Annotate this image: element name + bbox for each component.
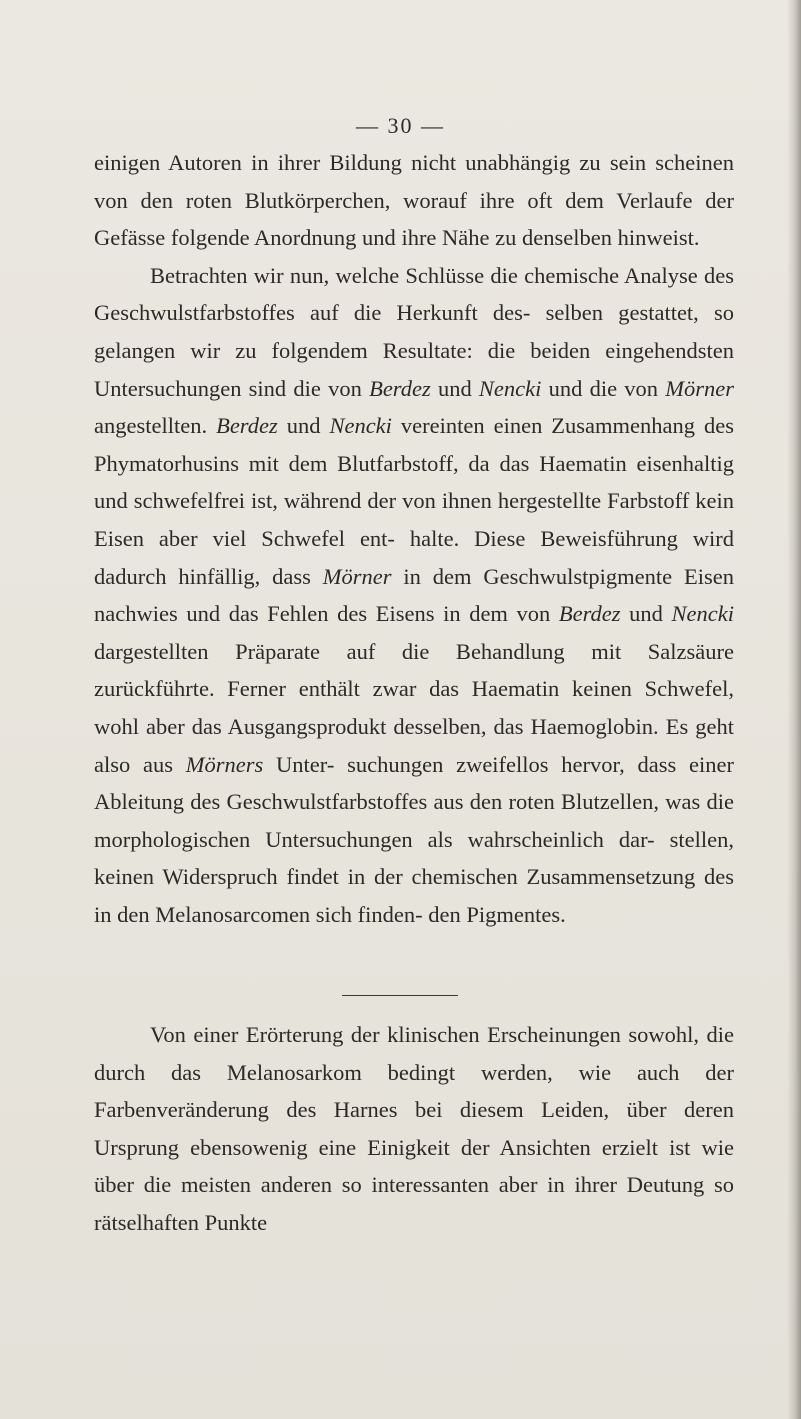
author-name: Berdez (558, 601, 621, 627)
author-name: Mörner (665, 375, 734, 401)
paragraph-2 (94, 257, 734, 934)
text-fragment: in dem Geschwulstpigmente Eisen nachwies und (94, 563, 734, 627)
line: selben gestattet, so gelangen wir zu folgendem Resultate: (94, 300, 734, 363)
text-fragment: und die von (548, 375, 659, 401)
word: und (286, 413, 321, 439)
paragraph-1 (94, 144, 734, 257)
line: der Ansichten erzielt ist wie über die meisten anderen (94, 1134, 735, 1198)
text-fragment: das Fehlen des Eisens in dem von (228, 601, 551, 627)
line: dargestellten Präparate auf die Behandlung mit Salzsäure (94, 638, 734, 664)
line: die beiden eingehendsten Untersuchungen sind die von (94, 337, 735, 401)
line: Leiden, über deren Ursprung ebensowenig eine Einigkeit (94, 1097, 735, 1160)
line: oft dem Verlaufe der Gefässe folgende Anordnung und (94, 187, 735, 251)
author-name: Nencki (671, 601, 734, 627)
author-name: Berdez (369, 375, 431, 401)
line: Geschwulstfarbstoffes aus den roten Blutzellen, was die (226, 789, 735, 815)
main-text-block (94, 144, 734, 933)
line: morphologischen Untersuchungen als wahrscheinlich dar- (94, 826, 655, 852)
page-edge-shadow (787, 0, 801, 1419)
line: einigen Autoren in ihrer Bildung nicht unabhängig zu (94, 150, 601, 175)
line: ihre Nähe zu denselben hinweist. (401, 225, 700, 251)
second-text-block (94, 1016, 734, 1242)
author-name: Mörner (322, 563, 392, 589)
line: eisenhaltig und schwefelfrei ist, während der von ihnen (94, 450, 735, 514)
section-divider (342, 995, 458, 996)
author-name: Nencki (329, 413, 392, 439)
text-fragment: angestellten. (94, 413, 208, 439)
page-number: — 30 — (356, 113, 445, 138)
author-name: Berdez (216, 413, 278, 439)
word: und (437, 375, 472, 401)
text-fragment: das Haemoglobin. Es geht also aus (94, 713, 734, 777)
text-fragment: vereinten einen Zusammenhang des (400, 413, 734, 439)
line: so interessanten aber in ihrer Deutung so rätselhaften Punkte (94, 1172, 735, 1235)
line: Phymatorhusins mit dem Blutfarbstoff, da das Haematin (94, 450, 627, 476)
line: Analyse des Geschwulstfarbstoffes auf die Herkunft des- (94, 262, 734, 326)
word: und (629, 601, 663, 627)
line: Zusammensetzung des in den Melanosarcomen sich finden- (94, 864, 735, 927)
text-fragment: Unter- (276, 751, 335, 777)
paragraph-3 (94, 1016, 734, 1242)
line: den Pigmentes. (428, 901, 566, 927)
author-name: Mörners (185, 751, 264, 777)
line: Betrachten wir nun, welche Schlüsse die chemische (150, 262, 620, 288)
author-name: Nencki (478, 375, 542, 401)
line: stellen, keinen Widerspruch findet in der chemischen (94, 826, 734, 890)
line: suchungen zweifellos hervor, dass einer Ableitung des (94, 751, 735, 815)
line: hergestellte Farbstoff kein Eisen aber viel Schwefel ent- (94, 488, 734, 551)
line: zurückführte. Ferner enthält zwar das Haematin keinen (94, 676, 632, 702)
line: sowohl, die durch das Melanosarkom bedingt werden, (94, 1022, 735, 1085)
line: sein scheinen von den roten Blutkörperchen, worauf ihre (94, 150, 735, 213)
line: Schwefel, wohl aber das Ausgangsprodukt desselben, (94, 676, 734, 739)
line: wie auch der Farbenveränderung des Harnes bei diesem (94, 1059, 734, 1123)
line: halte. Diese Beweisführung wird dadurch hinfällig, dass (94, 525, 735, 589)
line: Von einer Erörterung der klinischen Erscheinungen (150, 1022, 621, 1047)
